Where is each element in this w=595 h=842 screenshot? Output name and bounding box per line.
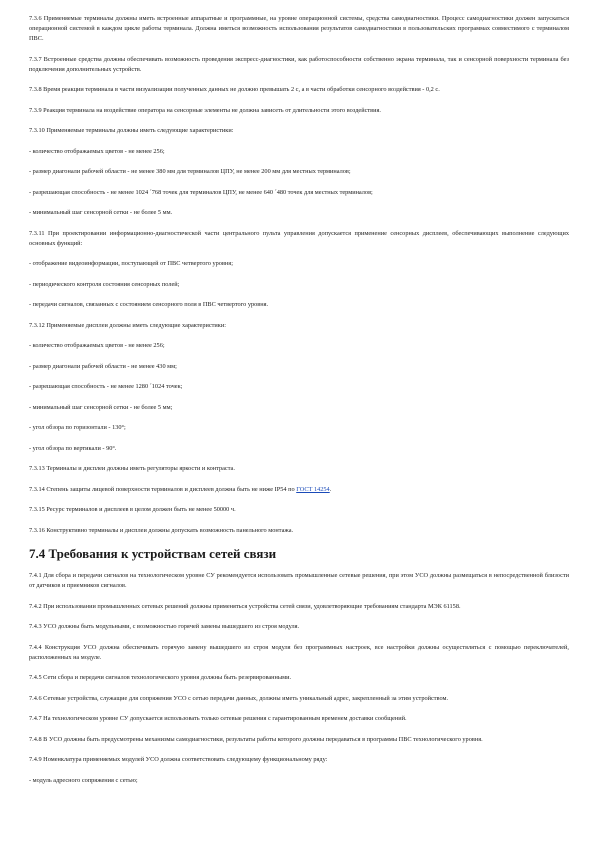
paragraph-7-3-14-tail: . — [329, 485, 332, 493]
paragraph-7-4-8: 7.4.8 В УСО должны быть предусмотрены механизмы самодиагностики, результаты работы которого должны передаваться в программы ПВС технологического уровня. — [29, 735, 483, 743]
paragraph-7-3-7: 7.3.7 Встроенные средства должны обеспечивать возможность проведения экспресс-диагностики, как работоспособности собственно экрана терминала, так и сенсорной поверхности терминала без подключения дополнительных устройств. — [29, 55, 569, 73]
list-item: - разрешающая способность - не менее 1024 ´768 точек для терминалов ЦПУ, не менее 640 ´480 точек для местных терминалов; — [29, 188, 373, 196]
document-body — [29, 14, 569, 796]
paragraph-7-3-11: 7.3.11 При проектировании информационно-диагностической части центрального пульта управления допускается применение сенсорных дисплеев, обеспечивающих выполнение следующих основных функций: — [29, 229, 569, 247]
paragraph-7-3-16: 7.3.16 Конструктивно терминалы и дисплеи должны допускать возможность панельного монтажа. — [29, 526, 294, 534]
list-item: - угол обзора по вертикали - 90°. — [29, 444, 117, 452]
list-item: - модуль адресного сопряжения с сетью; — [29, 776, 138, 784]
paragraph-7-3-9: 7.3.9 Реакция терминала на воздействие оператора на сенсорные элементы не должна зависеть от длительности этого воздействия. — [29, 106, 381, 114]
paragraph-7-3-8: 7.3.8 Время реакции терминала в части визуализации полученных данных не должно превышать 2 с, а в части обработки сенсорного воздействия - 0,2 с. — [29, 86, 440, 93]
paragraph-7-4-3: 7.4.3 УСО должны быть модульными, с возможностью горячей замены вышедшего из строя модуля. — [29, 623, 300, 630]
list-item: - размер диагонали рабочей области - не менее 380 мм для терминалов ЦПУ, не менее 200 мм для местных терминалов; — [29, 168, 351, 175]
paragraph-7-4-6: 7.4.6 Сетевые устройства, служащие для сопряжения УСО с сетью передачи данных, должны иметь уникальный адрес, закрепленный за этим устройством. — [29, 694, 449, 702]
paragraph-7-3-6: 7.3.6 Применяемые терминалы должны иметь встроенные аппаратные и программные, на уровне операционной системы, средства самодиагностики. Процесс самодиагностики должен запускаться операционной системой в каждом цикле работы терминала. Должна иметься возможность использования результатов самодиагностики в пользовательских программах совместимого с терминалом ПВС. — [29, 15, 569, 42]
paragraph-7-4-4: 7.4.4 Конструкция УСО должна обеспечивать горячую замену вышедшего из строя модуля без программных настроек, все настройки должны осуществляться с помощью переключателей, расположенных на модуле. — [29, 643, 569, 661]
list-item: - минимальный шаг сенсорной сетки - не более 5 мм; — [29, 403, 173, 411]
list-item: - периодического контроля состояния сенсорных полей; — [29, 280, 180, 288]
paragraph-7-3-10: 7.3.10 Применяемые терминалы должны иметь следующие характеристики: — [29, 127, 234, 134]
paragraph-7-3-12: 7.3.12 Применяемые дисплеи должны иметь следующие характеристики: — [29, 321, 226, 329]
list-item: - минимальный шаг сенсорной сетки - не более 5 мм. — [29, 209, 173, 216]
section-heading-7-4: 7.4 Требования к устройствам сетей связи — [29, 546, 277, 561]
paragraph-7-4-7: 7.4.7 На технологическом уровне СУ допускается использовать только сетевые решения с гарантированным временем доставки сообщений. — [29, 715, 407, 722]
paragraph-7-4-2: 7.4.2 При использовании промышленных сетевых решений должны применяться устройства сетей связи, удовлетворяющие требованиям стандарта МЭК 61158. — [29, 602, 461, 610]
list-item: - разрешающая способность - не менее 1280 ´1024 точек; — [29, 383, 183, 390]
list-item: - угол обзора по горизонтали - 130°; — [29, 424, 126, 431]
gost-14254-link[interactable]: ГОСТ 14254 — [296, 485, 330, 493]
paragraph-7-4-1: 7.4.1 Для сбора и передачи сигналов на технологическом уровне СУ рекомендуется использовать промышленные сетевые решения, при этом УСО должны размещаться в непосредственной близости от датчиков и приемников сигналов. — [29, 572, 569, 589]
list-item: - передачи сигналов, связанных с состоянием сенсорного поля в ПВС четвертого уровня. — [29, 301, 269, 308]
paragraph-7-4-5: 7.4.5 Сети сбора и передачи сигналов технологического уровня должны быть резервированными. — [29, 674, 292, 681]
list-item: - количество отображаемых цветов - не менее 256; — [29, 147, 165, 155]
paragraph-7-3-14 — [29, 485, 569, 495]
paragraph-7-3-13: 7.3.13 Терминалы и дисплеи должны иметь регуляторы яркости и контраста. — [29, 465, 235, 472]
list-item: - отображение видеоинформации, поступающей от ПВС четвертого уровня; — [29, 260, 233, 267]
paragraph-7-3-15: 7.3.15 Ресурс терминалов и дисплеев в целом должен быть не менее 50000 ч. — [29, 506, 236, 513]
paragraph-7-3-14-text: 7.3.14 Степень защиты лицевой поверхности терминалов и дисплеев должна быть не ниже IP54 по — [29, 485, 297, 493]
paragraph-7-4-9: 7.4.9 Номенклатура применяемых модулей УСО должна соответствовать следующему функциональному ряду: — [29, 756, 328, 763]
list-item: - количество отображаемых цветов - не менее 256; — [29, 342, 165, 349]
list-item: - размер диагонали рабочей области - не менее 430 мм; — [29, 362, 177, 370]
